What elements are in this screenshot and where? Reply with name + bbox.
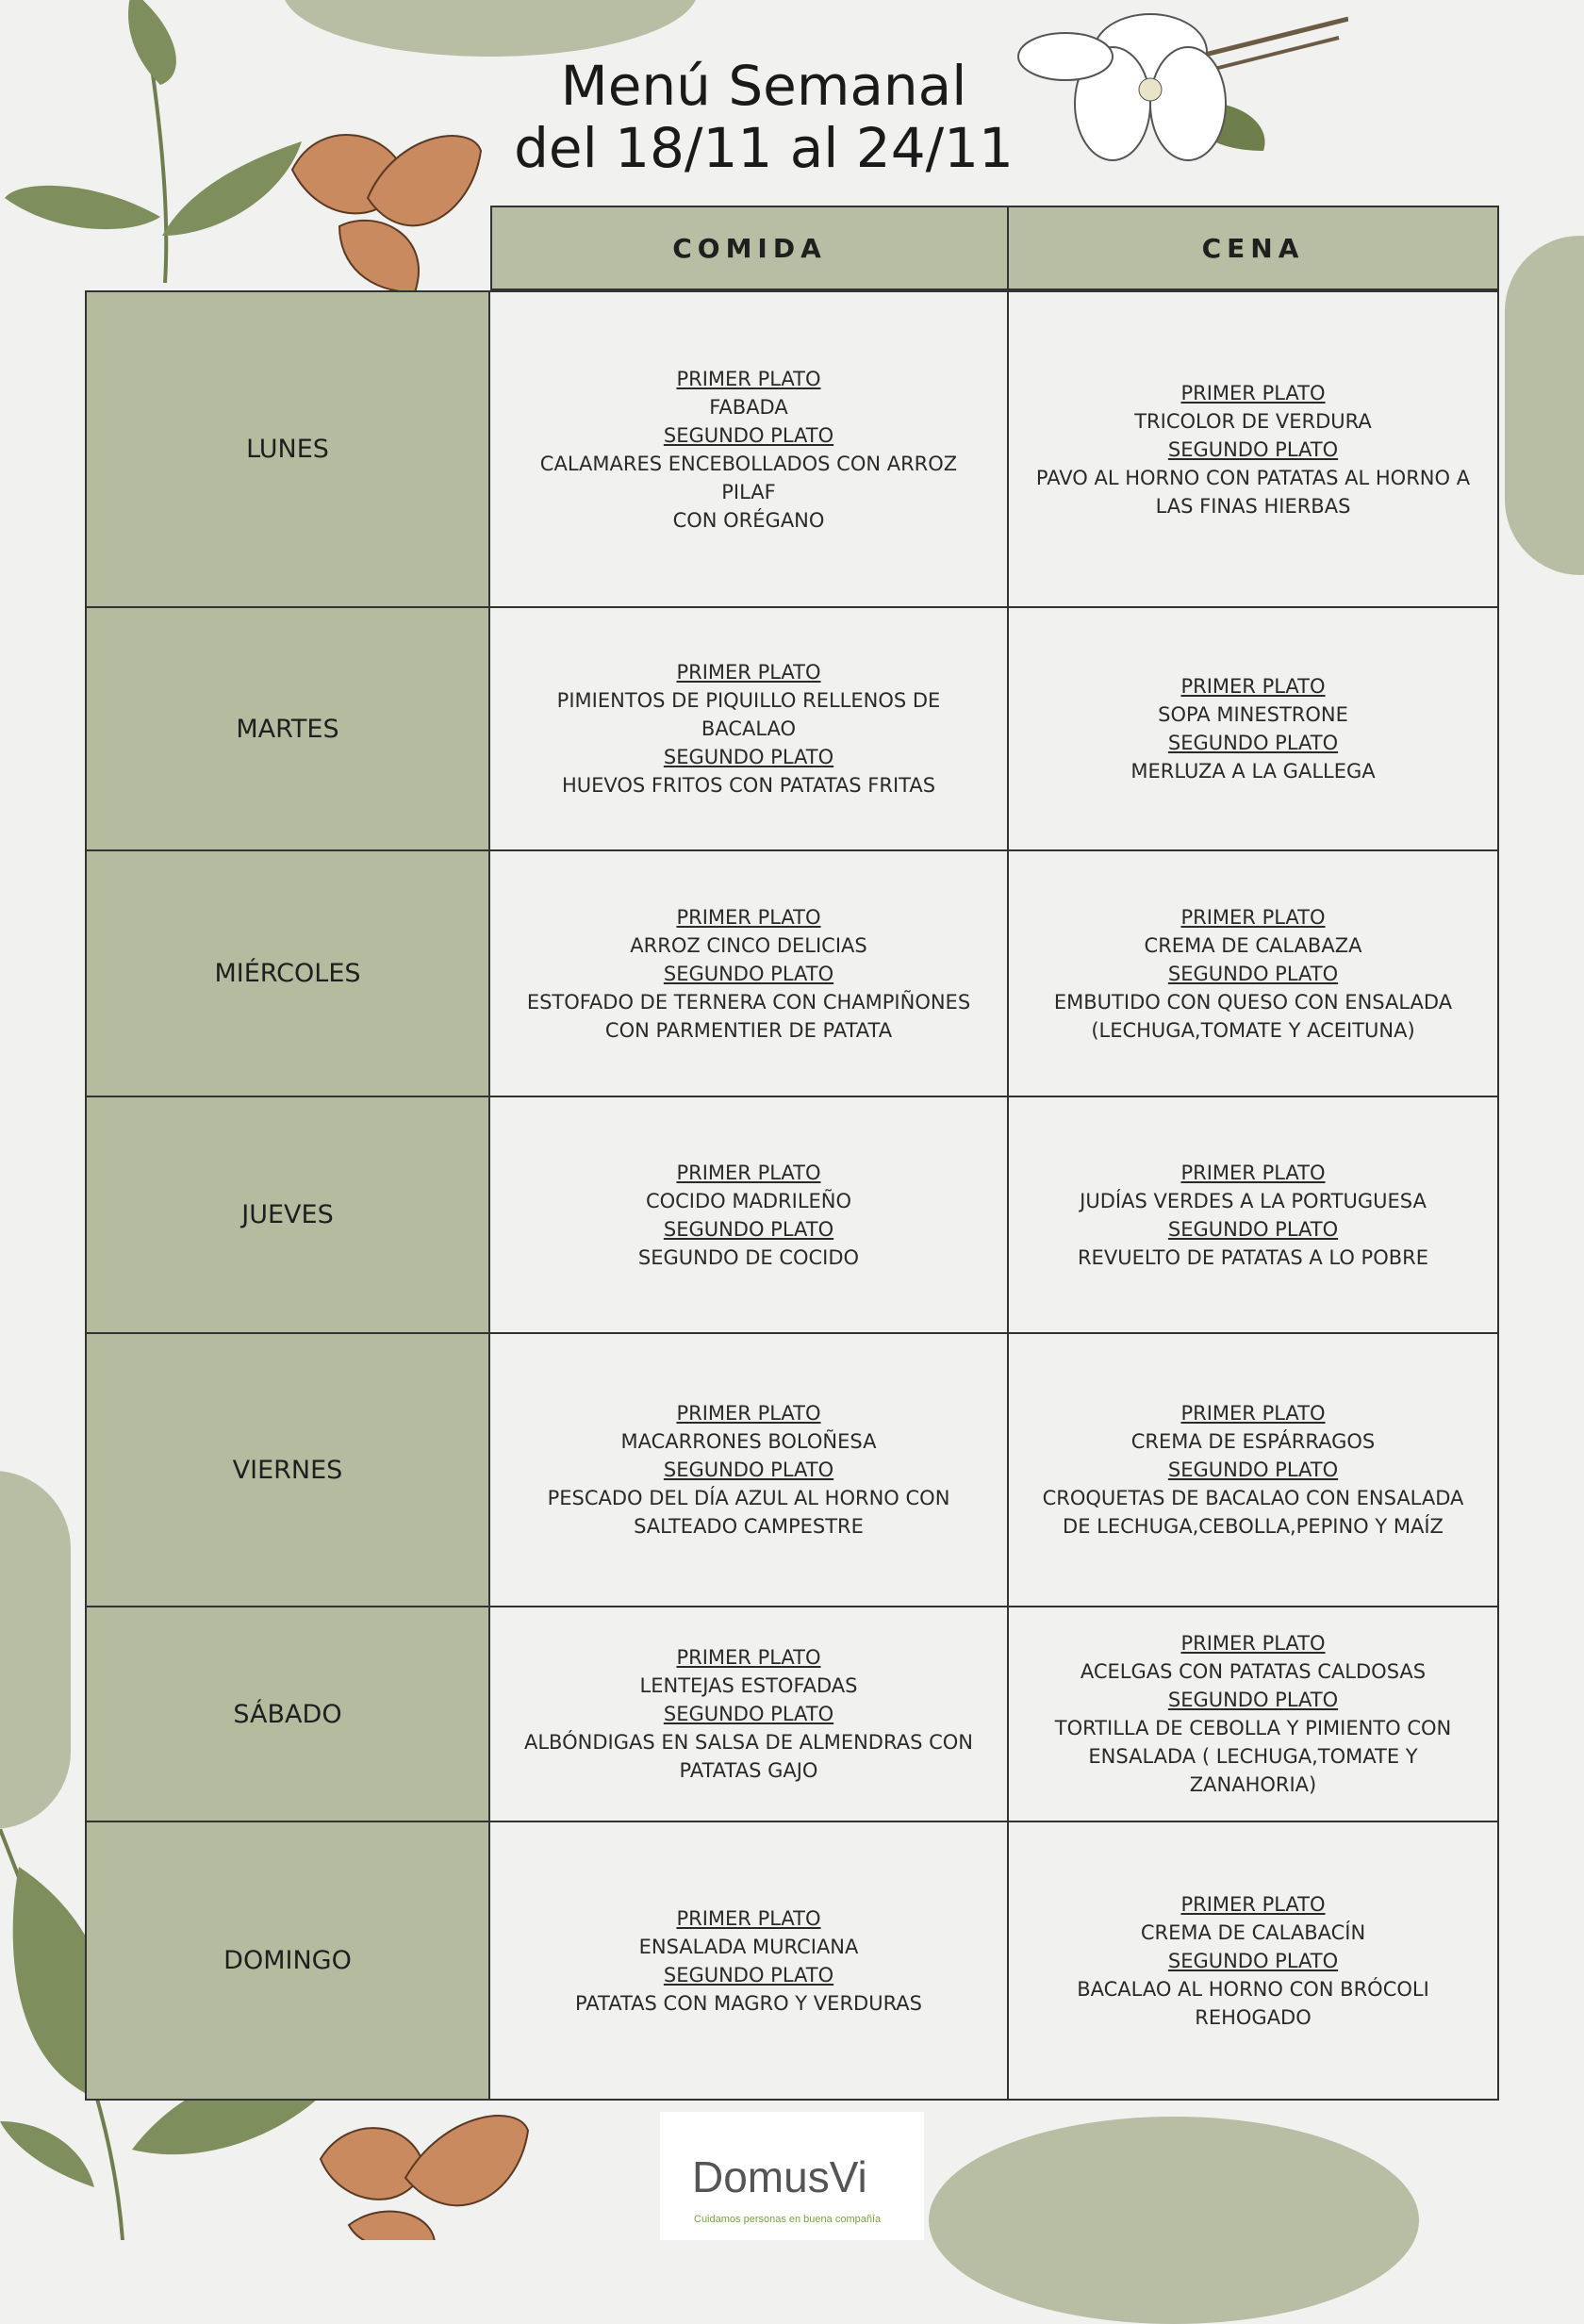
course-heading: SEGUNDO PLATO (663, 1459, 834, 1481)
course-heading: SEGUNDO PLATO (663, 1963, 834, 1986)
menu-row-3 (85, 1096, 1499, 1334)
dish-line: SALTEADO CAMPESTRE (634, 1515, 864, 1538)
dish-line: EMBUTIDO CON QUESO CON ENSALADA (1053, 990, 1453, 1014)
dish-line: TRICOLOR DE VERDURA (1134, 409, 1372, 433)
day-label: LUNES (85, 290, 490, 608)
menu-table (85, 206, 1499, 2101)
course-heading: PRIMER PLATO (676, 905, 821, 929)
column-header-cena: CENA (1007, 206, 1499, 290)
cena-cell (1007, 1821, 1499, 2101)
dish-line: PIMIENTOS DE PIQUILLO RELLENOS DE (556, 689, 941, 712)
dish-line: HUEVOS FRITOS CON PATATAS FRITAS (561, 774, 936, 797)
menu-row-6 (85, 1821, 1499, 2101)
course-heading: SEGUNDO PLATO (1167, 1949, 1339, 1972)
course-heading: PRIMER PLATO (676, 661, 821, 684)
dish-line: SOPA MINESTRONE (1158, 703, 1348, 726)
sage-blob-left (0, 1471, 71, 1829)
course-heading: PRIMER PLATO (1180, 381, 1326, 404)
dish-line: ACELGAS CON PATATAS CALDOSAS (1080, 1660, 1427, 1683)
dish-line: BACALAO AL HORNO CON BRÓCOLI (1077, 1977, 1429, 2001)
dish-line: ARROZ CINCO DELICIAS (630, 933, 867, 957)
dish-line: JUDÍAS VERDES A LA PORTUGUESA (1080, 1189, 1427, 1212)
cena-cell (1007, 606, 1499, 851)
cena-cell (1007, 1332, 1499, 1607)
dish-line: MERLUZA A LA GALLEGA (1130, 760, 1376, 783)
cena-cell (1007, 290, 1499, 608)
course-heading: PRIMER PLATO (676, 1161, 821, 1184)
course-heading: SEGUNDO PLATO (663, 1217, 834, 1241)
dish-line: REHOGADO (1195, 2005, 1312, 2029)
menu-row-1 (85, 606, 1499, 851)
course-heading: PRIMER PLATO (676, 1646, 821, 1669)
dish-line: ESTOFADO DE TERNERA CON CHAMPIÑONES (526, 990, 971, 1014)
dish-line: COCIDO MADRILEÑO (645, 1189, 852, 1212)
course-heading: SEGUNDO PLATO (1167, 732, 1339, 754)
dish-line: CROQUETAS DE BACALAO CON ENSALADA (1042, 1487, 1464, 1509)
comida-cell (488, 1096, 1009, 1334)
day-label: VIERNES (85, 1332, 490, 1607)
dish-line: PATATAS CON MAGRO Y VERDURAS (574, 1991, 923, 2015)
sage-blob-bottom (929, 2117, 1419, 2324)
cena-cell (1007, 1096, 1499, 1334)
dish-line: REVUELTO DE PATATAS A LO POBRE (1077, 1245, 1429, 1269)
dish-line: PAVO AL HORNO CON PATATAS AL HORNO A (1035, 466, 1471, 489)
title-line-1: Menú Semanal (560, 54, 967, 118)
dish-line: DE LECHUGA,CEBOLLA,PEPINO Y MAÍZ (1063, 1515, 1444, 1538)
course-heading: PRIMER PLATO (676, 1906, 821, 1930)
comida-cell (488, 290, 1009, 608)
course-heading: SEGUNDO PLATO (663, 962, 834, 985)
dish-line: LENTEJAS ESTOFADAS (639, 1674, 858, 1697)
course-heading: PRIMER PLATO (1180, 1632, 1326, 1655)
dish-line: ENSALADA ( LECHUGA,TOMATE Y ZANAHORIA) (1088, 1745, 1418, 1796)
dish-line: PESCADO DEL DÍA AZUL AL HORNO CON (547, 1487, 950, 1509)
day-label: SÁBADO (85, 1606, 490, 1822)
course-heading: PRIMER PLATO (676, 367, 821, 390)
dish-line: BACALAO (701, 717, 797, 740)
dish-line: PATATAS GAJO (679, 1759, 818, 1782)
logo-tagline: Cuidamos personas en buena compañía (694, 2214, 882, 2225)
dish-line: LAS FINAS HIERBAS (1155, 494, 1351, 518)
course-heading: SEGUNDO PLATO (1167, 1459, 1339, 1481)
course-heading: SEGUNDO PLATO (1167, 1689, 1339, 1711)
dish-line: ENSALADA MURCIANA (638, 1935, 859, 1958)
comida-cell (488, 606, 1009, 851)
course-heading: SEGUNDO PLATO (663, 1703, 834, 1725)
menu-row-5 (85, 1606, 1499, 1822)
menu-row-0 (85, 290, 1499, 608)
sage-blob-top (283, 0, 698, 57)
dish-line: CALAMARES ENCEBOLLADOS CON ARROZ PILAF (539, 452, 958, 503)
dish-line: SEGUNDO DE COCIDO (637, 1245, 860, 1269)
course-heading: SEGUNDO PLATO (663, 423, 834, 447)
logo-brand: DomusVi (692, 2152, 867, 2201)
comida-cell (488, 849, 1009, 1097)
comida-cell (488, 1606, 1009, 1822)
dish-line: (LECHUGA,TOMATE Y ACEITUNA) (1091, 1018, 1415, 1042)
title-line-2: del 18/11 al 24/11 (514, 116, 1014, 180)
course-heading: SEGUNDO PLATO (663, 746, 834, 768)
course-heading: PRIMER PLATO (1180, 675, 1326, 698)
almond-icon (311, 2102, 556, 2240)
dish-line: CREMA DE CALABAZA (1144, 933, 1362, 957)
menu-row-4 (85, 1332, 1499, 1607)
dish-line: CREMA DE ESPÁRRAGOS (1130, 1430, 1376, 1453)
comida-cell (488, 1332, 1009, 1607)
course-heading: SEGUNDO PLATO (1167, 1217, 1339, 1241)
dish-line: MACARRONES BOLOÑESA (620, 1430, 877, 1453)
cena-cell (1007, 849, 1499, 1097)
menu-row-2 (85, 849, 1499, 1097)
course-heading: PRIMER PLATO (1180, 1161, 1326, 1184)
day-label: DOMINGO (85, 1821, 490, 2101)
day-label: JUEVES (85, 1096, 490, 1334)
sage-blob-right (1505, 236, 1584, 575)
page-title (0, 55, 1527, 179)
column-header-comida: COMIDA (490, 206, 1009, 290)
cena-cell (1007, 1606, 1499, 1822)
course-heading: PRIMER PLATO (1180, 905, 1326, 929)
course-heading: PRIMER PLATO (1180, 1892, 1326, 1916)
dish-line: CREMA DE CALABACÍN (1140, 1920, 1366, 1944)
course-heading: SEGUNDO PLATO (1167, 437, 1339, 461)
dish-line: FABADA (709, 395, 788, 419)
dish-line: ALBÓNDIGAS EN SALSA DE ALMENDRAS CON (523, 1731, 973, 1754)
course-heading: PRIMER PLATO (676, 1402, 821, 1425)
dish-line: CON ORÉGANO (672, 508, 825, 532)
day-label: MARTES (85, 606, 490, 851)
dish-line: CON PARMENTIER DE PATATA (604, 1018, 893, 1042)
course-heading: SEGUNDO PLATO (1167, 962, 1339, 985)
comida-cell (488, 1821, 1009, 2101)
day-label: MIÉRCOLES (85, 849, 490, 1097)
domusvi-logo (660, 2112, 924, 2240)
dish-line: TORTILLA DE CEBOLLA Y PIMIENTO CON (1054, 1717, 1452, 1739)
course-heading: PRIMER PLATO (1180, 1402, 1326, 1425)
